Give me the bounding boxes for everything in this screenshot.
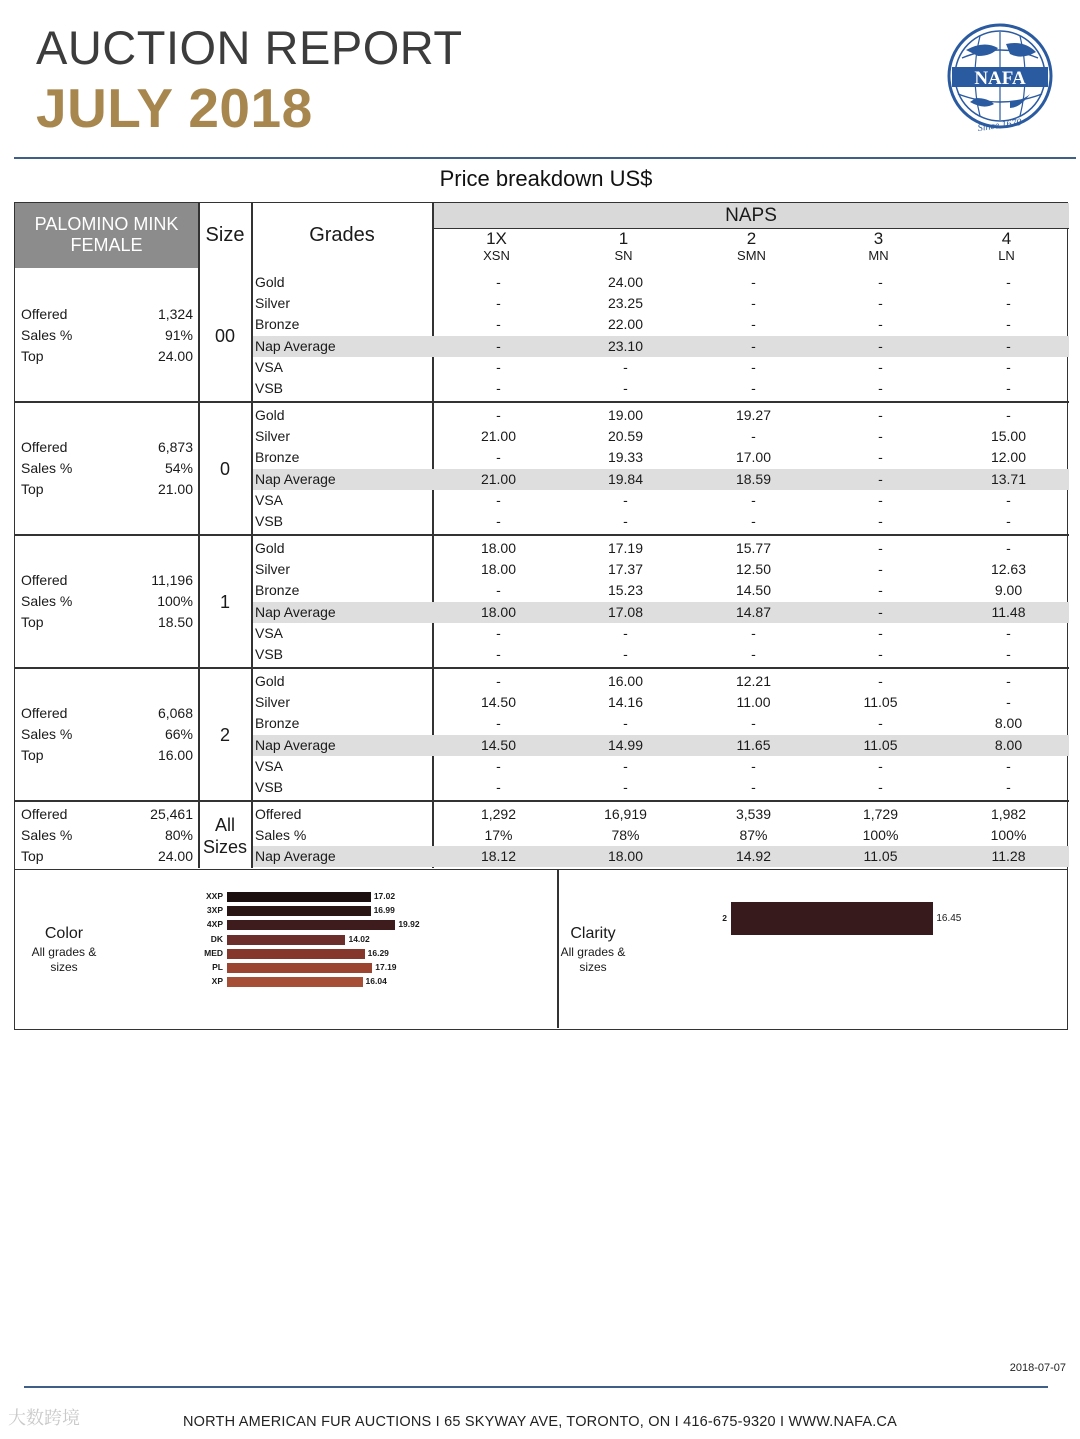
table-cell: 18.59 [735,470,772,487]
grade-label: Silver [255,694,291,711]
footer-contact: NORTH AMERICAN FUR AUCTIONS I 65 SKYWAY AVE, TORONTO, ON I 416-675-9320 I WWW.NAFA.CA [183,1414,897,1430]
size-header: Size [205,224,245,246]
summary-stat [21,437,193,458]
table-cell: - [496,449,501,466]
table-cell: 11.48 [991,603,1026,620]
table-cell: - [878,757,883,774]
stat-label: Top [21,481,44,498]
summary-stat [21,479,193,500]
table-cell: - [496,407,501,423]
table-cell: 23.25 [607,295,644,312]
divider [432,203,434,868]
column-code: LN [998,248,1015,263]
stat-value: 66% [164,726,193,742]
table-cell: - [1006,624,1011,641]
stat-label: Top [21,348,44,365]
footer-rule [24,1386,1048,1388]
bar-value-label: 16.04 [365,976,387,987]
stat-value: 11,196 [151,571,193,588]
table-cell: 15.77 [735,540,772,556]
table-cell: - [1006,274,1011,290]
table-cell: - [751,646,756,662]
size-label: 2 [219,724,230,745]
table-cell: 14.92 [735,848,772,865]
divider [198,203,200,868]
grade-label: Offered [255,806,302,822]
table-cell: - [623,358,628,375]
bar [227,892,371,902]
table-cell: 15.23 [607,582,644,599]
color-chart-subtitle: All grades & sizes [31,945,97,974]
table-cell: - [496,491,501,508]
table-cell: 87% [739,827,768,844]
bar-category-label: XXP [205,891,223,901]
table-cell: - [1006,757,1011,774]
table-cell: 18.00 [480,540,517,556]
stat-label: Sales % [21,327,73,343]
table-cell: - [496,646,501,662]
table-cell: - [751,337,756,354]
grade-label: VSA [255,358,284,375]
stat-label: Top [21,848,44,865]
stat-label: Top [21,747,44,764]
table-cell: 19.27 [735,407,772,423]
column-number: 1X [486,229,507,248]
grade-label: Bronze [255,449,300,466]
table-cell: - [1006,380,1011,396]
table-cell: - [878,337,883,354]
table-cell: - [1006,407,1011,423]
table-cell: 23.10 [607,337,644,354]
table-cell: - [623,624,628,641]
size-label: All Sizes [202,814,247,857]
summary-stat [21,458,193,479]
table-cell: 18.00 [480,603,517,620]
column-code: MN [868,248,889,263]
size-label: 1 [219,591,230,612]
stat-label: Offered [21,438,68,455]
table-cell: - [496,295,501,312]
logo-tagline: Since 1670 [977,117,1023,134]
table-cell: 19.33 [607,449,644,466]
table-cell: 12.63 [990,561,1027,578]
table-cell: - [1006,295,1011,312]
table-cell: 20.59 [607,428,644,445]
grade-label: Gold [255,407,285,423]
table-cell: - [878,646,883,662]
table-cell: - [751,757,756,774]
stat-label: Offered [21,305,68,322]
table-cell: 14.50 [480,694,517,711]
table-cell: - [878,513,883,529]
table-cell: 1,292 [480,806,517,822]
header-rule [14,157,1076,159]
report-month: JULY 2018 [36,77,313,139]
summary-stat [21,346,193,367]
column-code: SN [614,248,633,263]
naps-column-header [943,230,1070,264]
bar-value-label: 16.99 [373,905,395,916]
bar-category-label: PL [212,962,223,972]
clarity-chart-subtitle: All grades & sizes [560,945,626,974]
naps-column-header [688,230,815,264]
table-cell: - [751,380,756,396]
stat-value: 6,873 [157,438,193,455]
summary-stat [21,846,193,867]
table-cell: 12.50 [735,561,772,578]
table-cell: 8.00 [994,715,1023,732]
stat-label: Offered [21,704,68,721]
grade-label: VSB [255,513,284,529]
table-cell: - [878,540,883,556]
table-cell: - [878,715,883,732]
grade-label: Silver [255,428,291,445]
table-cell: - [496,337,501,354]
table-cell: 14.99 [607,736,644,753]
table-cell: - [623,779,628,795]
divider [557,870,559,1028]
table-cell: - [751,715,756,732]
grade-label: VSB [255,779,284,795]
bar-value-label: 16.29 [367,947,389,958]
table-cell: - [496,582,501,599]
group-rule [15,667,1069,669]
table-cell: 18.00 [480,561,517,578]
stat-label: Sales % [21,460,73,476]
color-chart-title: Color [44,925,84,942]
product-header: PALOMINO MINK FEMALE [15,203,198,268]
table-cell: - [751,779,756,795]
table-cell: - [623,380,628,396]
table-cell: 14.50 [480,736,517,753]
column-number: 2 [746,229,757,248]
table-cell: - [751,428,756,445]
grade-label: Bronze [255,582,300,599]
table-cell: 11.00 [736,694,771,711]
table-cell: - [496,779,501,795]
table-cell: - [878,673,883,689]
table-cell: - [878,491,883,508]
stat-value: 24.00 [157,848,193,865]
table-cell: 11.65 [736,736,771,753]
stat-value: 1,324 [157,305,193,322]
table-cell: 17.00 [735,449,772,466]
grade-label: Gold [255,540,285,556]
grade-label: VSB [255,646,284,662]
table-cell: 24.00 [607,274,644,290]
column-number: 3 [873,229,884,248]
group-rule [15,401,1069,403]
table-cell: - [496,513,501,529]
table-cell: 100% [990,827,1027,844]
table-cell: 11.05 [863,848,898,865]
table-cell: - [1006,673,1011,689]
summary-stat [21,325,193,346]
table-cell: 18.12 [480,848,517,865]
table-cell: 17.08 [607,603,644,620]
divider [251,203,253,868]
table-cell: - [496,757,501,774]
table-cell: - [1006,779,1011,795]
stat-value: 16.00 [157,747,193,764]
table-cell: - [878,779,883,795]
table-cell: 15.00 [990,428,1027,445]
stat-label: Offered [21,571,68,588]
table-cell: 21.00 [480,470,517,487]
table-cell: 14.50 [735,582,772,599]
table-cell: - [878,380,883,396]
summary-stat [21,591,193,612]
grade-label: Silver [255,561,291,578]
table-cell: - [623,491,628,508]
stat-value: 80% [164,827,193,844]
naps-header: NAPS [433,203,1069,228]
table-cell: - [751,295,756,312]
naps-column-header [560,230,687,264]
table-cell: - [1006,513,1011,529]
bar-category-label: XP [211,976,223,987]
table-cell: - [878,295,883,312]
table-cell: - [1006,646,1011,662]
summary-stat [21,570,193,591]
summary-stat [21,745,193,766]
table-cell: 11.05 [863,694,898,711]
size-label: 00 [214,325,236,346]
table-cell: 12.00 [990,449,1027,466]
table-cell: - [878,561,883,578]
bar-category-label: 2 [722,913,727,923]
table-cell: 11.28 [991,848,1026,865]
table-cell: - [496,673,501,689]
summary-stat [21,304,193,325]
table-cell: - [878,407,883,423]
stat-label: Offered [21,806,68,822]
clarity-chart-title: Clarity [570,925,616,942]
table-cell: 14.16 [607,694,644,711]
table-cell: - [1006,491,1011,508]
column-number: 4 [1001,229,1012,248]
grade-label: Nap Average [255,337,336,354]
table-cell: - [496,274,501,290]
grade-label: VSA [255,624,284,641]
table-cell: 19.84 [607,470,644,487]
watermark: 大数跨境 [8,1408,80,1428]
grade-label: Bronze [255,316,300,333]
naps-column-header [815,230,942,264]
table-cell: - [751,491,756,508]
table-cell: - [751,624,756,641]
stat-label: Sales % [21,593,73,609]
stat-label: Sales % [21,827,73,844]
table-cell: - [623,757,628,774]
table-cell: - [496,715,501,732]
table-cell: - [496,358,501,375]
table-cell: 11.05 [863,736,898,753]
stat-label: Top [21,614,44,631]
table-cell: 78% [611,827,640,844]
table-cell: 100% [862,827,899,844]
bar-category-label: 3XP [206,905,223,916]
column-code: SMN [737,248,766,263]
bar-value-label: 16.45 [936,913,962,924]
table-cell: - [623,715,628,732]
price-table [14,202,1068,870]
bar-category-label: DK [210,933,223,944]
charts-section [14,869,1068,1030]
bar-value-label: 19.92 [398,919,420,930]
table-cell: 8.00 [994,736,1023,753]
bar [227,977,363,987]
stat-value: 24.00 [157,348,193,365]
summary-stat [21,804,193,825]
table-cell: - [623,513,628,529]
grade-label: Nap Average [255,470,336,487]
table-cell: 3,539 [735,806,772,822]
group-rule [15,534,1069,536]
table-cell: - [878,603,883,620]
table-cell: - [878,624,883,641]
bar-category-label: MED [204,947,223,958]
bar [227,949,365,959]
table-cell: 16.00 [607,673,644,689]
summary-stat [21,612,193,633]
stat-value: 21.00 [157,481,193,498]
table-cell: - [878,358,883,375]
table-cell: - [878,582,883,599]
column-code: XSN [483,248,510,263]
table-cell: - [623,646,628,662]
table-cell: 16,919 [604,806,647,822]
table-cell: 14.87 [735,603,772,620]
table-cell: 21.00 [480,428,517,445]
table-cell: 12.21 [735,673,772,689]
summary-stat [21,825,193,846]
grades-header: Grades [309,224,375,246]
grade-label: VSA [255,757,284,774]
logo-text: NAFA [974,68,1026,89]
table-cell: - [878,428,883,445]
grade-label: Nap Average [255,736,336,753]
report-date: 2018-07-07 [1009,1362,1066,1374]
bar [731,902,933,935]
table-cell: 19.00 [607,407,644,423]
table-cell: - [878,316,883,333]
grade-label: Bronze [255,715,300,732]
stat-label: Sales % [21,726,73,742]
bar [227,906,371,916]
stat-value: 91% [164,327,193,343]
table-cell: 1,982 [990,806,1027,822]
column-number: 1 [618,229,629,248]
stat-value: 6,068 [157,704,193,721]
table-cell: - [1006,337,1011,354]
stat-value: 100% [157,593,193,609]
bar [227,920,395,930]
table-cell: 17% [484,827,513,844]
grade-label: Gold [255,274,285,290]
stat-value: 25,461 [150,806,193,822]
table-cell: - [751,274,756,290]
table-cell: 9.00 [994,582,1023,599]
size-label: 0 [219,458,230,479]
group-rule [15,800,1069,802]
grade-label: Gold [255,673,285,689]
table-cell: - [1006,540,1011,556]
table-cell: - [878,449,883,466]
table-cell: 18.00 [607,848,644,865]
bar-value-label: 14.02 [348,933,370,944]
grade-label: Nap Average [255,603,336,620]
summary-stat [21,703,193,724]
grade-label: VSB [255,380,284,396]
table-cell: 17.19 [607,540,644,556]
table-cell: - [1006,358,1011,375]
nafa-logo [944,22,1056,134]
table-cell: - [878,470,883,487]
table-cell: - [1006,316,1011,333]
table-cell: - [878,274,883,290]
table-cell: - [496,316,501,333]
naps-column-header [433,230,560,264]
table-cell: - [496,380,501,396]
grade-label: Silver [255,295,291,312]
grade-label: Nap Average [255,848,336,865]
table-caption: Price breakdown US$ [439,166,653,191]
grade-label: Sales % [255,827,307,844]
bar-value-label: 17.02 [373,891,396,901]
table-cell: 13.71 [990,470,1027,487]
table-cell: - [1006,694,1011,711]
bar-category-label: 4XP [206,919,223,930]
report-title: AUCTION REPORT [36,21,463,74]
summary-stat [21,724,193,745]
table-cell: - [751,513,756,529]
grade-label: VSA [255,491,284,508]
table-cell: 22.00 [607,316,644,333]
stat-value: 54% [164,460,193,476]
table-cell: - [751,316,756,333]
table-cell: - [751,358,756,375]
table-cell: - [496,624,501,641]
table-cell: 1,729 [862,806,899,822]
table-cell: 17.37 [607,561,644,578]
bar-value-label: 17.19 [375,962,397,972]
bar [227,963,372,973]
stat-value: 18.50 [157,614,193,631]
bar [227,935,345,945]
